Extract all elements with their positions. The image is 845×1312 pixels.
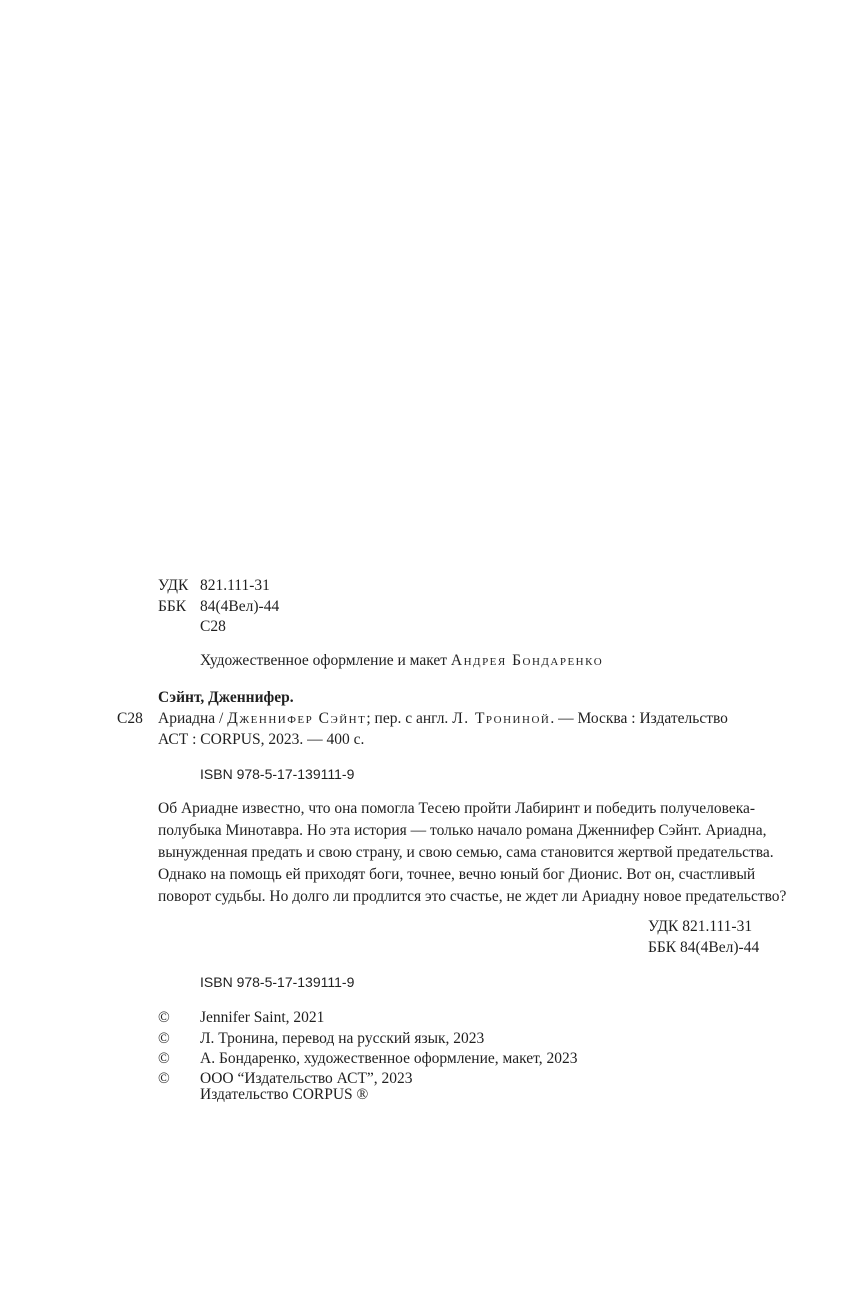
catalog-translation-prefix: ; пер. с англ. [366,710,449,727]
isbn-bottom: ISBN 978-5-17-139111-9 [200,974,355,990]
copyright-line: Л. Тронина, перевод на русский язык, 2023 [200,1030,485,1047]
udk-label: УДК [158,577,189,594]
catalog-title: Ариадна / [158,710,224,727]
copyright-line: ООО “Издательство АСТ”, 2023 [200,1070,413,1087]
bbk-right: ББК 84(4Вел)-44 [648,939,760,956]
design-credit-name: Андрея Бондаренко [450,652,604,669]
catalog-author-heading: Сэйнт, Дженнифер. [158,689,294,706]
catalog-line-2: АСТ : CORPUS, 2023. — 400 с. [158,731,365,748]
design-credit-text: Художественное оформление и макет [200,652,448,669]
udk-value: 821.111-31 [200,577,270,594]
copyright-line: А. Бондаренко, художественное оформление, макет, 2023 [200,1050,578,1067]
bbk-label: ББК [158,598,187,615]
catalog-mark: С28 [117,710,143,727]
copyright-symbol: © [158,1009,170,1026]
catalog-author: Дженнифер Сэйнт [227,710,367,727]
annotation-line: Однако на помощь ей приходят боги, точнее, вечно юный бог Дионис. Вот он, счастливый [158,866,756,883]
copyright-symbol: © [158,1050,170,1067]
copyright-symbol: © [158,1070,170,1087]
annotation-line: поворот судьбы. Но долго ли продлится это счастье, не ждет ли Ариадну новое предательство? [158,888,787,905]
imprint: Издательство CORPUS ® [200,1086,369,1103]
design-credit [200,651,603,671]
isbn-top: ISBN 978-5-17-139111-9 [200,766,355,782]
copyright-symbol: © [158,1030,170,1047]
author-mark: С28 [200,618,226,635]
udk-right: УДК 821.111-31 [648,918,753,935]
catalog-translator: Л. Трониной [452,710,551,727]
bbk-value: 84(4Вел)-44 [200,598,280,615]
annotation-line: вынужденная предать и свою страну, и свою семью, сама становится жертвой предательства. [158,844,774,861]
copyright-line: Jennifer Saint, 2021 [200,1009,325,1026]
catalog-publisher-info: . — Москва : Издательство [550,710,728,727]
catalog-line-1 [158,709,728,729]
annotation-line: полубыка Минотавра. Но эта история — только начало романа Дженнифер Сэйнт. Ариадна, [158,822,767,839]
annotation-line: Об Ариадне известно, что она помогла Тесею пройти Лабиринт и победить получеловека- [158,800,756,817]
